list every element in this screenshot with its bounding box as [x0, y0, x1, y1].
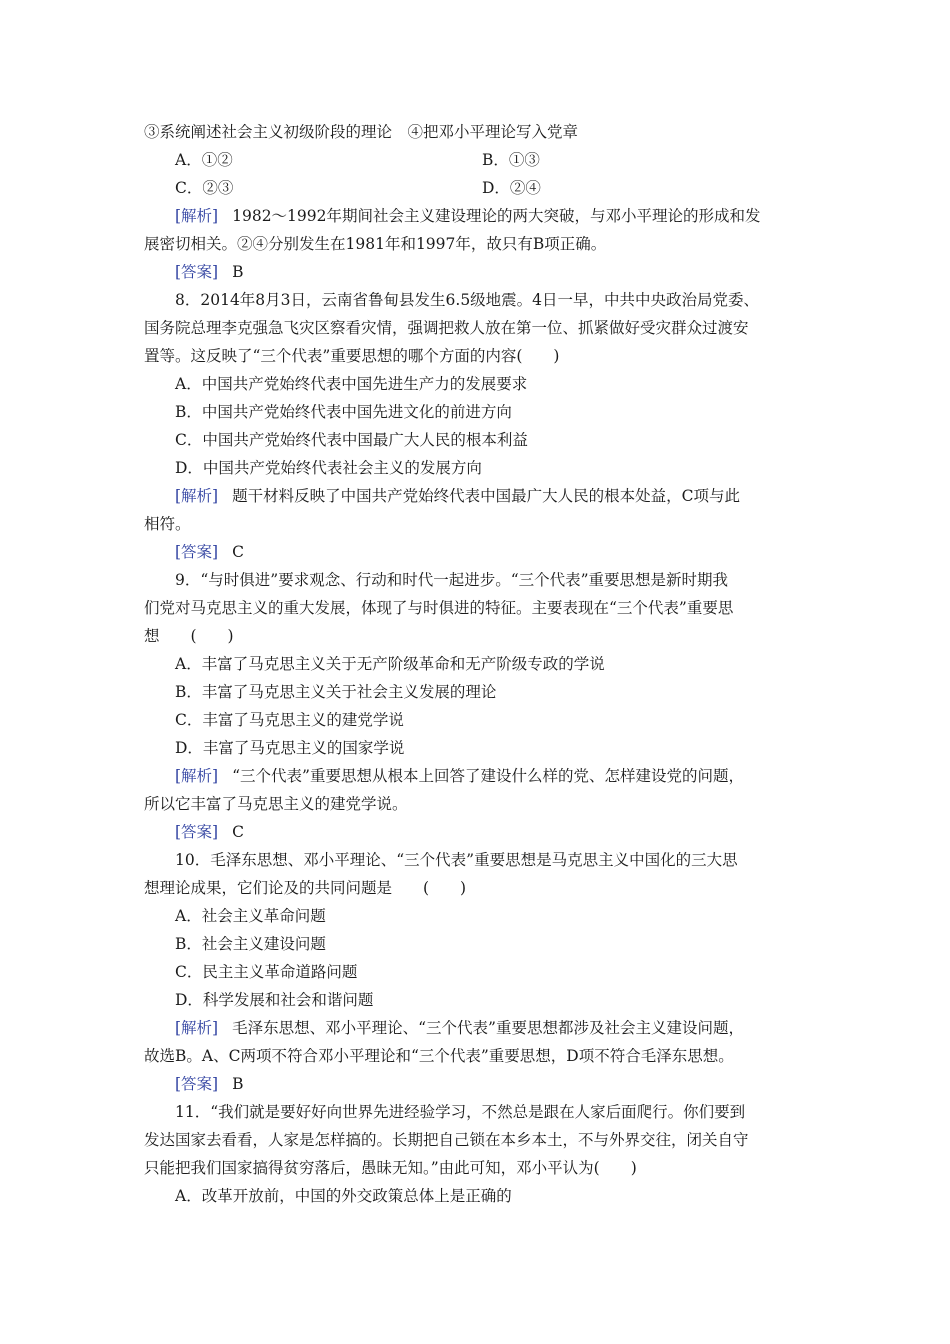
- q8-stem-1: 8．2014年8月3日，云南省鲁甸县发生6.5级地震。4日一早，中共中央政治局党委、: [175, 291, 760, 309]
- q10-option-a: A．社会主义革命问题: [175, 907, 326, 925]
- q8-option-c: C．中国共产党始终代表中国最广大人民的根本利益: [175, 431, 528, 449]
- answer-tag: [答案]: [175, 823, 219, 841]
- q8-analysis: [144, 482, 814, 510]
- q11-option-a: A．改革开放前，中国的外交政策总体上是正确的: [175, 1187, 512, 1205]
- q8-stem-3: 置等。这反映了“三个代表”重要思想的哪个方面的内容( ): [144, 347, 560, 365]
- q9-option-a: A．丰富了马克思主义关于无产阶级革命和无产阶级专政的学说: [175, 655, 605, 673]
- q8-option-d: D．中国共产党始终代表社会主义的发展方向: [175, 459, 482, 477]
- q7-answer: [144, 258, 814, 286]
- analysis-tag: [解析]: [175, 767, 219, 785]
- q9-option-c: C．丰富了马克思主义的建党学说: [175, 711, 404, 729]
- q8-analysis-text-2: 相符。: [144, 515, 191, 533]
- q9-analysis-text-2: 所以它丰富了马克思主义的建党学说。: [144, 795, 408, 813]
- q9-stem-2: 们党对马克思主义的重大发展，体现了与时俱进的特征。主要表现在“三个代表”重要思: [144, 599, 734, 617]
- q7-analysis-text-2: 展密切相关。②④分别发生在1981年和1997年，故只有B项正确。: [144, 235, 607, 253]
- q8-stem-2: 国务院总理李克强急飞灾区察看灾情，强调把救人放在第一位、抓紧做好受灾群众过渡安: [144, 319, 749, 337]
- q8-analysis-text-1: 题干材料反映了中国共产党始终代表中国最广大人民的根本处益，C项与此: [232, 487, 740, 505]
- q11-stem-1: 11．“我们就是要好好向世界先进经验学习，不然总是跟在人家后面爬行。你们要到: [175, 1103, 746, 1121]
- q8-option-a: A．中国共产党始终代表中国先进生产力的发展要求: [175, 375, 528, 393]
- q9-option-d: D．丰富了马克思主义的国家学说: [175, 739, 405, 757]
- q8-answer-value: C: [232, 543, 244, 561]
- q10-analysis-text-1: 毛泽东思想、邓小平理论、“三个代表”重要思想都涉及社会主义建设问题，: [232, 1019, 744, 1037]
- q9-analysis: [144, 762, 814, 790]
- q10-stem-1: 10．毛泽东思想、邓小平理论、“三个代表”重要思想是马克思主义中国化的三大思: [175, 851, 738, 869]
- q7-answer-value: B: [232, 263, 244, 281]
- q10-option-b: B．社会主义建设问题: [175, 935, 326, 953]
- q10-answer-value: B: [232, 1075, 244, 1093]
- answer-tag: [答案]: [175, 543, 219, 561]
- q7-analysis: [144, 202, 814, 230]
- analysis-tag: [解析]: [175, 487, 219, 505]
- q9-stem-1: 9．“与时俱进”要求观念、行动和时代一起进步。“三个代表”重要思想是新时期我: [175, 571, 729, 589]
- analysis-tag: [解析]: [175, 1019, 219, 1037]
- q9-answer: [144, 818, 814, 846]
- q7-analysis-text-1: 1982～1992年期间社会主义建设理论的两大突破，与邓小平理论的形成和发: [232, 207, 761, 225]
- q10-analysis-text-2: 故选B。A、C两项不符合邓小平理论和“三个代表”重要思想，D项不符合毛泽东思想。: [144, 1047, 734, 1065]
- q7-options-row-1: [144, 146, 814, 174]
- q7-option-d: D．②④: [482, 179, 541, 197]
- q9-analysis-text-1: “三个代表”重要思想从根本上回答了建设什么样的党、怎样建设党的问题，: [232, 767, 744, 785]
- q10-option-d: D．科学发展和社会和谐问题: [175, 991, 374, 1009]
- q7-option-b: B．①③: [482, 151, 540, 169]
- q7-items-line: ③系统阐述社会主义初级阶段的理论 ④把邓小平理论写入党章: [144, 123, 579, 141]
- q9-answer-value: C: [232, 823, 244, 841]
- answer-tag: [答案]: [175, 1075, 219, 1093]
- q9-option-b: B．丰富了马克思主义关于社会主义发展的理论: [175, 683, 497, 701]
- q8-answer: [144, 538, 814, 566]
- q7-options-row-2: [144, 174, 814, 202]
- page-content: [144, 118, 814, 1210]
- analysis-tag: [解析]: [175, 207, 219, 225]
- q10-option-c: C．民主主义革命道路问题: [175, 963, 358, 981]
- q8-option-b: B．中国共产党始终代表中国先进文化的前进方向: [175, 403, 512, 421]
- q7-option-a: A．①②: [175, 151, 233, 169]
- answer-tag: [答案]: [175, 263, 219, 281]
- q7-option-c: C．②③: [175, 179, 234, 197]
- q9-stem-3: 想 ( ): [144, 627, 234, 645]
- q10-analysis: [144, 1014, 814, 1042]
- q10-stem-2: 想理论成果，它们论及的共同问题是 ( ): [144, 879, 467, 897]
- q10-answer: [144, 1070, 814, 1098]
- q11-stem-2: 发达国家去看看，人家是怎样搞的。长期把自己锁在本乡本土，不与外界交往，闭关自守: [144, 1131, 749, 1149]
- q11-stem-3: 只能把我们国家搞得贫穷落后，愚昧无知。”由此可知，邓小平认为( ): [144, 1159, 637, 1177]
